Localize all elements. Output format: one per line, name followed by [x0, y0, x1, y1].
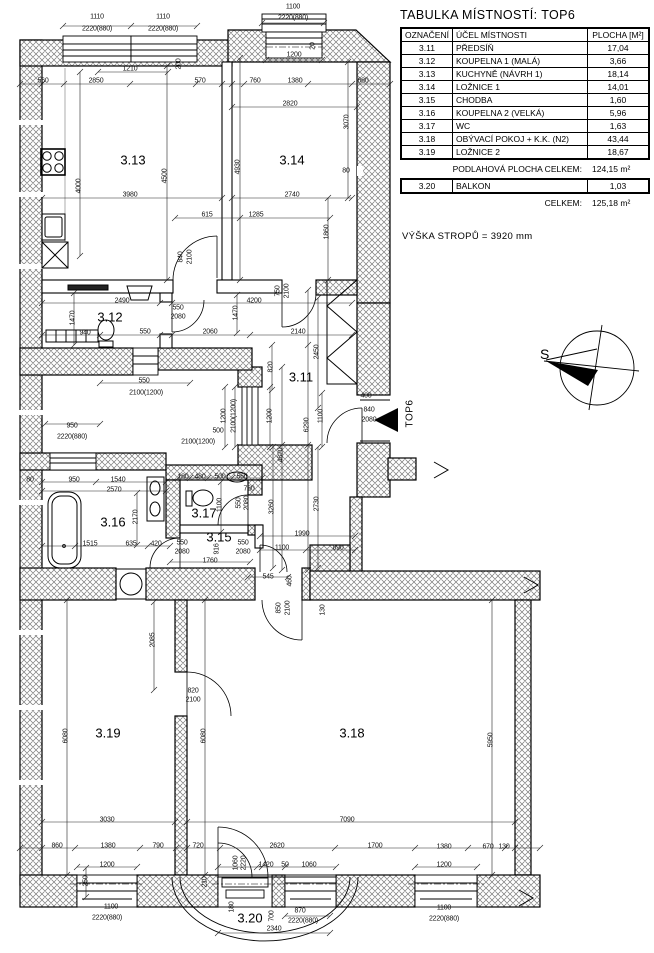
dim-label: 1200	[436, 861, 452, 869]
dim-label: 550	[176, 539, 188, 547]
dim-label: 560	[236, 473, 248, 481]
dim-label: 2220	[240, 855, 248, 871]
dim-label: 860	[51, 842, 63, 850]
dim-label: 80	[26, 476, 34, 484]
dim-label: 3030	[99, 816, 115, 824]
dim-label: 1200	[286, 51, 302, 59]
dim-label: 4500	[161, 168, 169, 184]
dim-label: 2220(880)	[91, 914, 123, 922]
dim-label: 2820	[282, 100, 298, 108]
room-label: 3.16	[100, 514, 126, 530]
dim-label: 545	[262, 573, 274, 581]
dim-label: 6290	[303, 417, 311, 433]
table-cell: 3.11	[401, 42, 453, 55]
table-cell: LOŽNICE 2	[453, 146, 588, 160]
ceiling-height-note: VÝŠKA STROPŮ = 3920 mm	[402, 231, 533, 242]
dim-label: 870	[294, 907, 306, 915]
dim-label: 400	[360, 392, 372, 400]
dim-label: 1380	[436, 843, 452, 851]
table-cell: 1,03	[588, 179, 650, 193]
dim-label: 2170	[132, 509, 140, 525]
dim-label: 2570	[106, 486, 122, 494]
room-label: 3.12	[97, 309, 123, 325]
table-cell: 5,96	[588, 107, 650, 120]
table-row	[401, 68, 649, 81]
dim-label: 2850	[88, 77, 104, 85]
table-cell: 1,60	[588, 94, 650, 107]
dim-label: 700	[268, 910, 276, 922]
dim-label: 2080	[235, 548, 251, 556]
dim-label: 80	[342, 167, 350, 175]
col-purpose: ÚČEL MÍSTNOSTI	[453, 28, 588, 42]
dim-label: 2220(880)	[428, 915, 460, 923]
dim-label: 1380	[287, 77, 303, 85]
balcony-table	[400, 178, 650, 194]
compass-icon	[544, 325, 639, 410]
dim-label: 1060	[232, 855, 240, 871]
dim-label: 550	[139, 328, 151, 336]
table-cell: 3.14	[401, 81, 453, 94]
table-cell: KOUPELNA 2 (VELKÁ)	[453, 107, 588, 120]
dim-label: 1540	[110, 476, 126, 484]
dim-label: 550	[172, 304, 184, 312]
dim-label: 130	[498, 843, 510, 851]
col-designation: OZNAČENÍ	[401, 28, 453, 42]
dim-label: 2220(880)	[81, 25, 113, 33]
table-cell: 3.12	[401, 55, 453, 68]
dim-label: 1285	[248, 211, 264, 219]
table-title: TABULKA MÍSTNOSTÍ: TOP6	[400, 8, 576, 22]
dim-label: 820	[187, 687, 199, 695]
dim-label: 2620	[269, 842, 285, 850]
dim-label: 2080	[243, 495, 251, 511]
dim-label: 1100	[285, 3, 301, 11]
table-row	[401, 81, 649, 94]
dim-label: 2100	[284, 600, 292, 616]
table-cell: 18,14	[588, 68, 650, 81]
table-cell: 3,66	[588, 55, 650, 68]
table-row	[401, 55, 649, 68]
table-row	[401, 94, 649, 107]
dim-label: 2080	[361, 416, 377, 424]
dim-label: 2220(880)	[56, 433, 88, 441]
dim-label: 4200	[246, 297, 262, 305]
dim-label: 840	[363, 406, 375, 414]
room-label: 3.13	[120, 152, 146, 168]
table-cell: WC	[453, 120, 588, 133]
table-cell: CHODBA	[453, 94, 588, 107]
table-cell: OBÝVACÍ POKOJ + K.K. (N2)	[453, 133, 588, 146]
col-area: PLOCHA [M²]	[588, 28, 650, 42]
dim-label: 2100	[186, 249, 194, 265]
dim-label: 3980	[122, 191, 138, 199]
table-row	[401, 133, 649, 146]
dim-label: 550	[138, 377, 150, 385]
total-label: CELKEM:	[544, 198, 582, 208]
dim-label: 1210	[122, 65, 138, 73]
dim-label: 2080	[174, 548, 190, 556]
shelf	[68, 285, 108, 290]
table-cell: 1,63	[588, 120, 650, 133]
table-row	[401, 120, 649, 133]
table-cell: 14,01	[588, 81, 650, 94]
washing-machine-icon	[116, 569, 146, 599]
dim-label: 1200	[99, 861, 115, 869]
dim-label: 130	[319, 604, 327, 616]
dim-label: 2100	[185, 696, 201, 704]
table-cell: PŘEDSÍŇ	[453, 42, 588, 55]
table-cell: 3.18	[401, 133, 453, 146]
dim-label: 720	[192, 842, 204, 850]
dim-label: 500	[214, 473, 226, 481]
dim-label: 210	[201, 876, 209, 888]
table-cell: 43,44	[588, 133, 650, 146]
entrance-unit-label: TOP6	[404, 399, 416, 428]
dim-label: 250	[82, 875, 90, 887]
dim-label: 2100(1200)	[181, 438, 215, 446]
dim-label: 2220(880)	[147, 25, 179, 33]
stove-icon	[41, 149, 65, 175]
dim-label: 3070	[343, 114, 351, 130]
double-sink-icon	[147, 477, 164, 521]
dim-label: 1110	[90, 13, 104, 21]
table-header-row	[401, 28, 649, 42]
dim-label: 4000	[75, 178, 83, 194]
dim-label: 760	[249, 77, 261, 85]
total-line	[400, 198, 644, 208]
dim-label: 550	[237, 539, 249, 547]
table-row	[401, 107, 649, 120]
dim-label: 750	[274, 285, 282, 297]
dim-label: 2140	[290, 328, 306, 336]
room-label: 3.14	[279, 152, 305, 168]
dim-label: 200	[175, 58, 183, 70]
dim-label: 2220(880)	[277, 14, 309, 22]
dim-label: 2080	[170, 313, 186, 321]
dim-label: 3260	[268, 499, 276, 515]
dim-label: 460	[286, 575, 294, 587]
dim-label: 840	[177, 251, 185, 263]
dim-label: 420	[150, 540, 162, 548]
kitchen-sink-icon	[42, 214, 65, 240]
dim-label: 1100	[274, 544, 290, 552]
dim-label: 560	[37, 77, 49, 85]
room-label: 3.20	[237, 910, 263, 926]
dim-label: 2100	[283, 283, 291, 299]
entrance-arrow-icon	[374, 408, 398, 432]
dim-label: 916	[213, 543, 221, 555]
dim-label: 20	[309, 42, 317, 50]
room-label: 3.11	[288, 369, 314, 385]
dim-label: 635	[125, 540, 137, 548]
dim-label: 1700	[367, 842, 383, 850]
dim-label: 1100	[436, 904, 452, 912]
table-cell: 3.16	[401, 107, 453, 120]
dim-label: 850	[275, 602, 283, 614]
dim-label: 2100(1200)	[129, 389, 163, 397]
corner-cabinet-icon	[42, 242, 68, 268]
dim-label: 180	[177, 473, 189, 481]
dim-label: 2340	[266, 925, 282, 933]
dim-label: 680	[357, 77, 369, 85]
table-cell: KOUPELNA 1 (MALÁ)	[453, 55, 588, 68]
table-cell: BALKON	[453, 179, 588, 193]
dim-label: 4930	[234, 159, 242, 175]
dim-label: 1860	[323, 224, 331, 240]
dim-label: 670	[482, 843, 494, 851]
table-row	[401, 179, 649, 193]
room-label: 3.15	[206, 529, 232, 545]
dim-label: 1200	[220, 408, 228, 424]
table-cell: 3.17	[401, 120, 453, 133]
dim-label: 2060	[202, 328, 218, 336]
dim-label: 1990	[294, 530, 310, 538]
dim-label: 1760	[202, 557, 218, 565]
subtotal-value: 124,15 m²	[592, 164, 631, 174]
dim-label: 1100	[216, 497, 224, 513]
dim-label: 615	[201, 211, 213, 219]
dim-label: 1200	[266, 408, 274, 424]
table-cell: 3.15	[401, 94, 453, 107]
dim-label: 2085	[149, 632, 157, 648]
subtotal-label: PODLAHOVÁ PLOCHA CELKEM:	[452, 164, 582, 174]
dim-label: 2740	[284, 191, 300, 199]
dim-label: 6080	[62, 728, 70, 744]
dim-label: 1100	[103, 903, 119, 911]
wardrobe-icon	[327, 280, 357, 384]
dim-label: 550	[235, 497, 243, 509]
room-label: 3.18	[339, 725, 365, 741]
radiator	[46, 330, 98, 342]
fixtures	[41, 65, 357, 599]
subtotal-line	[400, 164, 644, 174]
dim-label: 500	[212, 427, 224, 435]
dim-label: 180	[228, 901, 236, 913]
dim-label: 940	[79, 329, 91, 337]
dim-label: 480	[194, 473, 206, 481]
table-cell: 3.13	[401, 68, 453, 81]
dim-label: 760	[243, 485, 255, 493]
dim-label: 1420	[258, 861, 274, 869]
room-label: 3.17	[191, 505, 217, 521]
wc-toilet-icon	[186, 490, 213, 506]
dim-label: 7090	[339, 816, 355, 824]
dim-label: 4820	[277, 447, 285, 463]
dim-label: 950	[66, 422, 78, 430]
table-cell: 17,04	[588, 42, 650, 55]
table-cell: LOŽNICE 1	[453, 81, 588, 94]
table-cell: 3.19	[401, 146, 453, 160]
dim-label: 1470	[232, 305, 240, 321]
room-label: 3.19	[95, 725, 121, 741]
table-row	[401, 146, 649, 160]
room-table-panel	[400, 8, 646, 212]
dim-label: 1470	[69, 310, 77, 326]
total-value: 125,18 m²	[592, 198, 631, 208]
dim-label: 2490	[114, 297, 130, 305]
dim-label: 950	[68, 476, 80, 484]
room-table	[400, 27, 650, 160]
toilet-icon	[98, 320, 114, 347]
bathtub-icon	[48, 492, 81, 568]
dim-label: 2220(880)	[287, 917, 319, 925]
table-cell: 18,67	[588, 146, 650, 160]
dim-label: 5950	[487, 732, 495, 748]
table-cell: 3.20	[401, 179, 453, 193]
dim-label: 1060	[301, 861, 317, 869]
dim-label: 50	[281, 861, 289, 869]
table-cell: KUCHYNĚ (NÁVRH 1)	[453, 68, 588, 81]
dim-label: 1110	[156, 13, 170, 21]
dim-label: 2100(1200)	[230, 399, 238, 433]
dim-label: 2450	[313, 344, 321, 360]
dim-label: 820	[267, 361, 275, 373]
dim-label: 890	[332, 544, 344, 552]
compass-north-label: S	[540, 346, 550, 362]
dim-label: 790	[152, 842, 164, 850]
dim-label: 1380	[100, 842, 116, 850]
dim-label: 570	[194, 77, 206, 85]
dim-label: 6080	[200, 728, 208, 744]
dim-label: 1100	[317, 408, 325, 424]
dim-label: 1515	[82, 540, 98, 548]
dim-label: 2730	[313, 496, 321, 512]
table-row	[401, 42, 649, 55]
